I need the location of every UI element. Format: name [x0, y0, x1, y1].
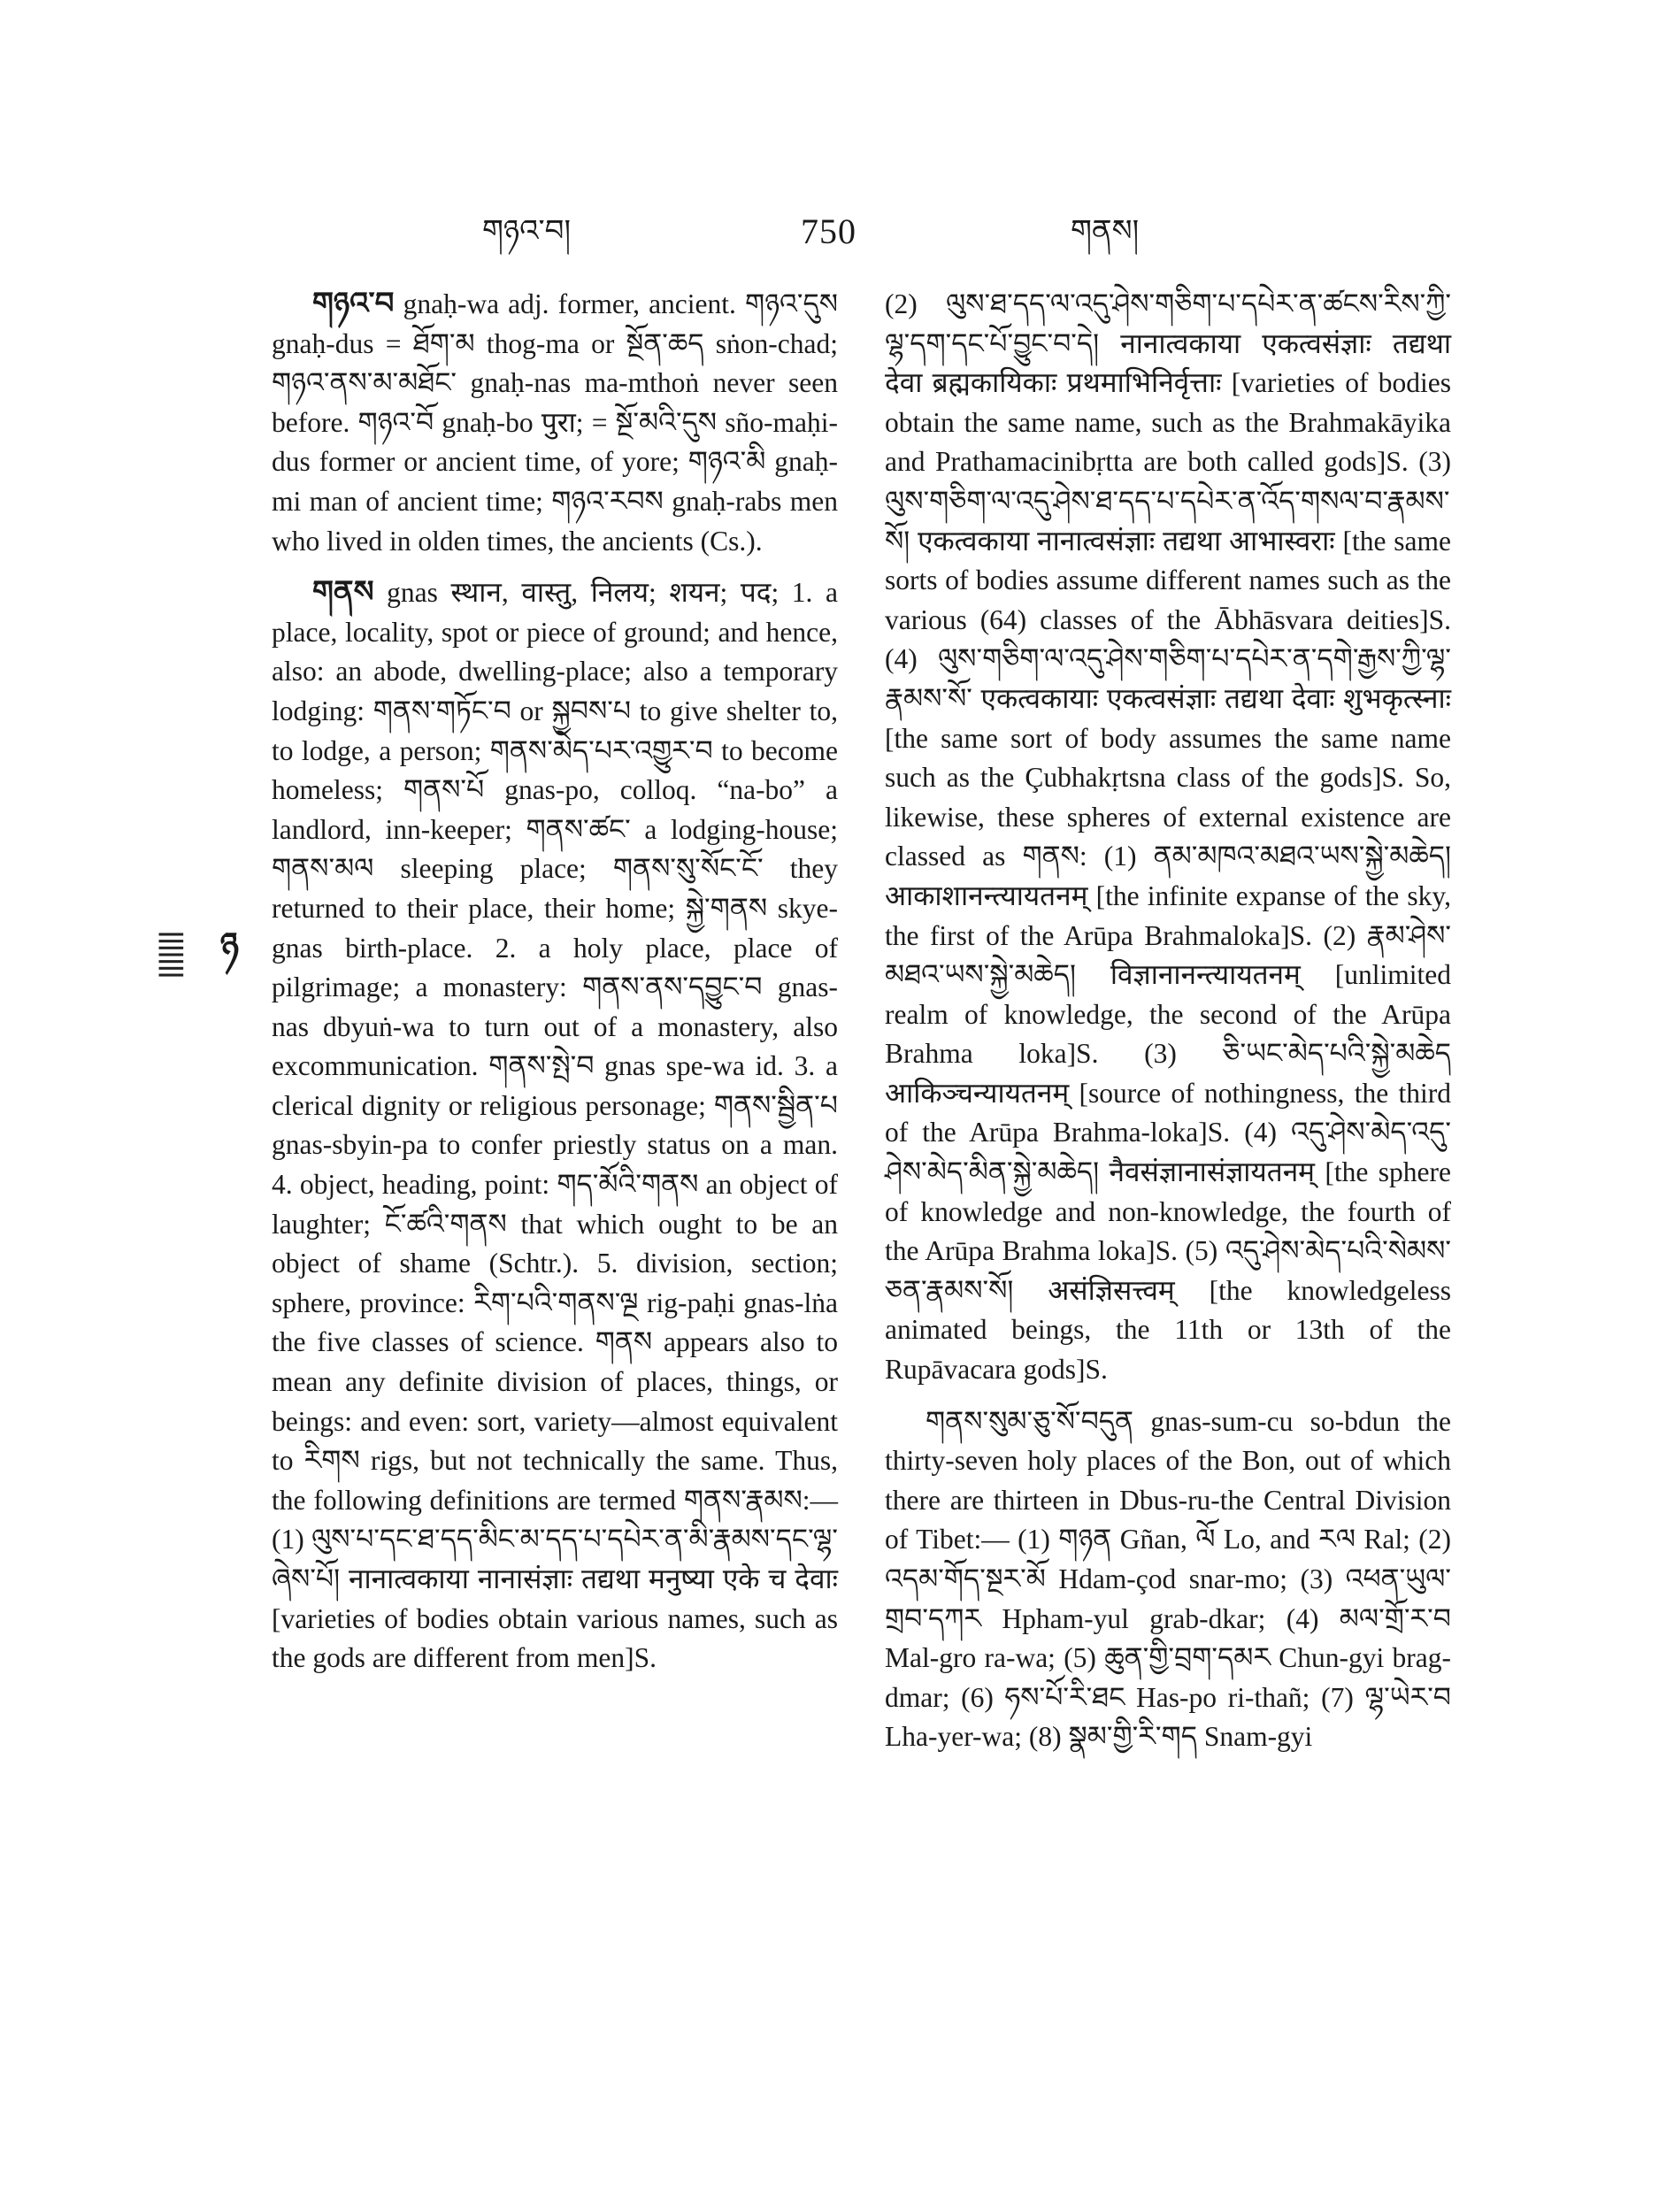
entry-body: gnas स्थान, वास्तु, निलय; शयन; पद; 1. a place, locality, spot or piece of ground; and hence, also: an abode, dwelling-place; also a temporary lodging: གནས་གཏོང་བ or སྐྱབས་པ to give shelter to, to lodge, a person; གནས་མེད་པར་འགྱུར་བ to become homeless; གནས་པོ gnas-po, colloq. “na-bo” a landlord, inn-keeper; གནས་ཚང་ a lodging-house; གནས་མལ sleeping place; གནས་སུ་སོང་ངོ་ they returned to their place, their home; སྐྱེ་གནས skye-gnas birth-place. 2. a holy place, place of pilgrimage; a monastery: གནས་ནས་དབྱུང་བ gnas-nas dbyuṅ-wa to turn out of a monastery, also excommunication. གནས་སྤེ་བ gnas spe-wa id. 3. a clerical dignity or religious personage; གནས་སྦྱིན་པ gnas-sbyin-pa to confer priestly status on a man. 4. object, heading, point: གད་མོའི་གནས an object of laughter; ངོ་ཚའི་གནས that which ought to be an object of shame (Schtr.). 5. division, section; sphere, province: རིག་པའི་གནས་ལྔ rig-paḥi gnas-lṅa the five classes of science. གནས appears also to mean any definite division of places, things, or beings: and even: sort, variety—almost equivalent to རིགས rigs, but not technically the same. Thus, the following definitions are termed གནས་རྣམས:—(1) ལུས་པ་དང་ཐ་དད་མིང་མ་དད་པ་དཔེར་ན་མི་རྣམས་དང་ལྷ་ཞེས་པོ། नानात्वकाया नानासंज्ञाः तद्यथा मनुष्या एके च देवाः [varieties of bodies obtain various names, such as the gods are different from men]S.	[272, 577, 838, 1674]
running-head-right: གནས།	[1071, 215, 1140, 248]
running-head-left: གཉའ་བ།	[482, 215, 572, 248]
tab-stripes-icon	[157, 914, 220, 995]
entry-gnas	[272, 573, 838, 1678]
entry-gnah-wa	[272, 285, 838, 561]
entry-headword: གནས	[312, 576, 374, 610]
thumb-index-tab-icon	[157, 914, 239, 995]
entry-body: gnaḥ-wa adj. former, ancient. གཉའ་དུས gnaḥ-dus = ཐོག་མ thog-ma or སྔོན་ཆད sṅon-chad; གཉའ་ནས་མ་མཐོང་ gnaḥ-nas ma-mthoṅ never seen before. གཉའ་བོ gnaḥ-bo पुरा; = སྔོ་མའི་དུས sño-maḥi-dus former or ancient time, of yore; གཉའ་མི gnaḥ-mi man of ancient time; གཉའ་རབས gnaḥ-rabs men who lived in olden times, the ancients (Cs.).	[272, 288, 839, 557]
entry-continuation: (2) ལུས་ཐ་དད་ལ་འདུ་ཤེས་གཅིག་པ་དཔེར་ན་ཚངས་རིས་ཀྱི་ལྷ་དག་དང་པོ་བྱུང་བ་དེ། नानात्वकाया एकत्वसंज्ञाः तद्यथा देवा ब्रह्मकायिकाः प्रथमाभिनिर्वृत्ताः [varieties of bodies obtain the same name, such as the Brahmakāyika and Prathamacinibṛtta are both called gods]S. (3) ལུས་གཅིག་ལ་འདུ་ཤེས་ཐ་དད་པ་དཔེར་ན་འོད་གསལ་བ་རྣམས་སོ། एकत्वकाया नानात्वसंज्ञाः तद्यथा आभास्वराः [the same sorts of bodies assume different names such as the various (64) classes of the Ābhāsvara deities]S. (4) ལུས་གཅིག་ལ་འདུ་ཤེས་གཅིག་པ་དཔེར་ན་དགེ་རྒྱས་ཀྱི་ལྷ་རྣམས་སོ་ एकत्वकायाः एकत्वसंज्ञाः तद्यथा देवाः शुभकृत्स्नाः [the same sort of body assumes the same name such as the Çubhakṛtsna class of the gods]S. So, likewise, these spheres of external existence are classed as གནས: (1) ནམ་མཁའ་མཐའ་ཡས་སྐྱེ་མཆེད། आकाशानन्त्यायतनम् [the infinite expanse of the sky, the first of the Arūpa Brahmaloka]S. (2) རྣམ་ཤེས་མཐའ་ཡས་སྐྱེ་མཆེད། विज्ञानानन्त्यायतनम् [unlimited realm of knowledge, the second of the Arūpa Brahma loka]S. (3) ཅི་ཡང་མེད་པའི་སྐྱེ་མཆེད आकिञ्चन्यायतनम् [source of nothingness, the third of the Arūpa Brahma-loka]S. (4) འདུ་ཤེས་མེད་འདུ་ཤེས་མེད་མིན་སྐྱེ་མཆེད། नैवसंज्ञानासंज्ञायतनम् [the sphere of knowledge and non-knowledge, the fourth of the Arūpa Brahma loka]S. (5) འདུ་ཤེས་མེད་པའི་སེམས་ཅན་རྣམས་སོ། असंज्ञिसत्त्वम् [the knowledgeless animated beings, the 11th or 13th of the Rupāvacara gods]S.	[885, 288, 1451, 1386]
tab-letter: ཉ	[219, 925, 239, 965]
left-column	[272, 285, 838, 1678]
right-column	[885, 285, 1451, 1757]
page-number: 750	[801, 211, 856, 251]
entry-gnas-sum-cu: གནས་སུམ་ཅུ་སོ་བདུན gnas-sum-cu so-bdun the thirty-seven holy places of the Bon, out of which there are thirteen in Dbus-ru-the Central Division of Tibet:— (1) གཉན Gñan, ལོ Lo, and རལ Ral; (2) འདམ་གོད་སྔར་མོ Hdam-çod snar-mo; (3) འཕན་ཡུལ་གྲབ་དཀར Hpham-yul grab-dkar; (4) མལ་གྲོ་ར་བ Mal-gro ra-wa; (5) ཆུན་གྱི་བྲག་དམར Chun-gyi brag-dmar; (6) ཧས་པོ་རི་ཐང Has-po ri-thañ; (7) ལྷ་ཡེར་བ Lha-yer-wa; (8) སྣམ་གྱི་རི་གད Snam-gyi	[885, 1405, 1451, 1753]
entry-headword: གཉའ་བ	[312, 288, 395, 320]
